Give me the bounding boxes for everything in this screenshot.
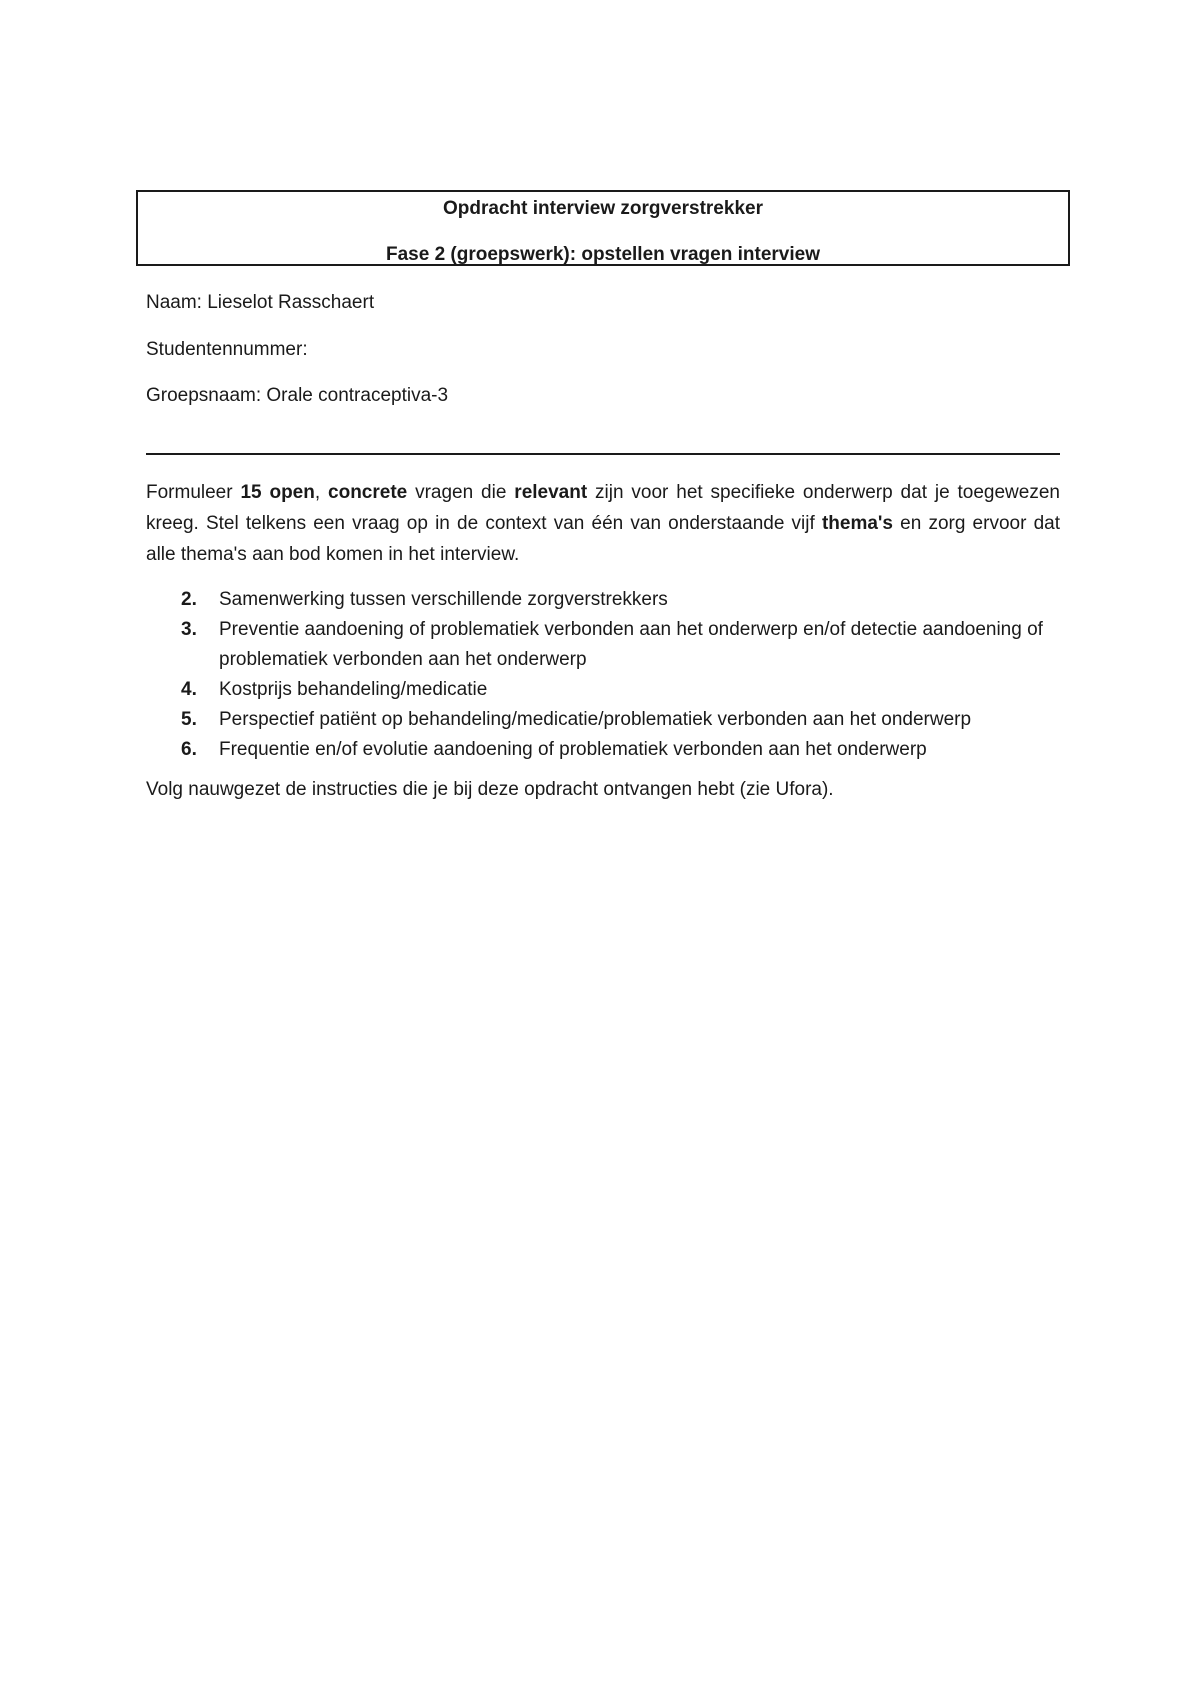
list-item-text: Kostprijs behandeling/medicatie (219, 679, 488, 700)
list-item-text: Frequentie en/of evolutie aandoening of problematiek verbonden aan het onderwerp (219, 739, 927, 760)
instruction-bold: 15 open (240, 482, 315, 503)
list-item-number: 6. (181, 739, 197, 760)
instruction-text: vragen die (407, 482, 515, 503)
list-item (146, 585, 1060, 615)
list-item-number: 2. (181, 589, 197, 610)
instruction-bold: concrete (328, 482, 408, 503)
instruction-text: Formuleer (146, 482, 241, 503)
instruction-bold: thema's (821, 513, 893, 534)
title-box (136, 190, 1070, 266)
instruction-bold: relevant (514, 482, 588, 503)
document-title: Opdracht interview zorgverstrekker (443, 198, 763, 219)
group-name-field: Groepsnaam: Orale contraceptiva-3 (146, 385, 449, 406)
list-item (146, 615, 1060, 675)
instruction-text: en zorg ervoor dat alle thema's aan bod komen in het interview. (146, 513, 1060, 565)
instruction-text: , (314, 482, 329, 503)
list-item-text: Perspectief patiënt op behandeling/medicatie/problematiek verbonden aan het onderwerp (219, 709, 972, 730)
closing-instruction: Volg nauwgezet de instructies die je bij deze opdracht ontvangen hebt (zie Ufora). (146, 779, 834, 800)
list-item (146, 735, 1060, 765)
name-field: Naam: Lieselot Rasschaert (146, 292, 375, 313)
list-item-text: Preventie aandoening of problematiek verbonden aan het onderwerp en/of detectie aandoening of problematiek verbonden aan het onderwerp (219, 619, 1043, 670)
list-item-number: 4. (181, 679, 197, 700)
list-item-number: 3. (181, 619, 197, 640)
list-item (146, 705, 1060, 735)
instruction-paragraph (146, 477, 1060, 570)
list-item-number: 5. (181, 709, 197, 730)
student-number-field: Studentennummer: (146, 339, 308, 360)
horizontal-divider (146, 453, 1060, 455)
list-item (146, 675, 1060, 705)
instruction-text: zijn voor het specifieke onderwerp dat je toegewezen kreeg. Stel telkens een vraag op in de context van één van onderstaande vijf (146, 482, 1060, 534)
document-subtitle: Fase 2 (groepswerk): opstellen vragen interview (386, 244, 820, 265)
theme-list (146, 585, 1060, 765)
list-item-text: Samenwerking tussen verschillende zorgverstrekkers (219, 589, 668, 610)
